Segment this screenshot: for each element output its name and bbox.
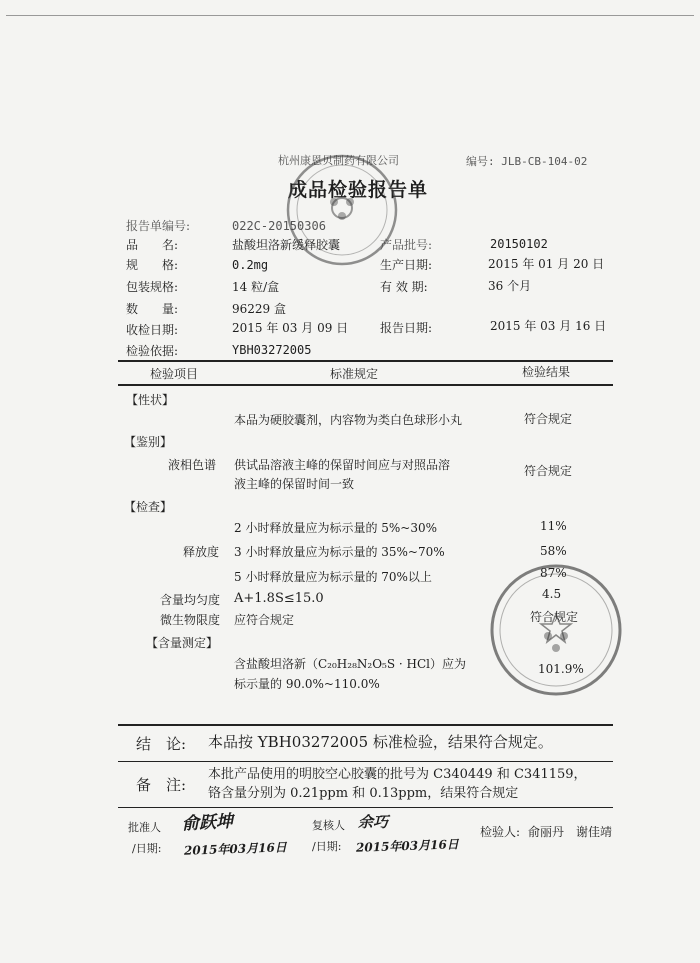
received-date-value: 2015 年 03 月 09 日 bbox=[232, 321, 349, 335]
inspector-names: 俞丽丹 谢佳靖 bbox=[528, 825, 613, 839]
uniformity-result: 4.5 bbox=[542, 587, 562, 601]
remark-bottom-rule bbox=[118, 807, 613, 808]
spec-label: 规 格: bbox=[126, 258, 179, 272]
reviewer-date: 2015年03月16日 bbox=[355, 837, 460, 855]
remark-label: 备 注: bbox=[136, 776, 187, 794]
assay-result: 101.9% bbox=[538, 662, 584, 676]
reviewer-signature: 余巧 bbox=[358, 813, 389, 831]
pack-value: 14 粒/盒 bbox=[232, 280, 280, 294]
name-label: 品 名: bbox=[126, 238, 179, 252]
expiry-value: 36 个月 bbox=[488, 279, 532, 293]
basis-label: 检验依据: bbox=[126, 344, 179, 358]
release-result-2: 58% bbox=[540, 544, 567, 558]
quantity-label: 数 量: bbox=[126, 302, 179, 316]
table-header-rule bbox=[118, 384, 613, 386]
received-date-label: 收检日期: bbox=[126, 323, 179, 337]
reviewer-date-label: /日期: bbox=[312, 840, 342, 853]
column-header-standard: 标准规定 bbox=[330, 367, 379, 381]
document-number: 编号: JLB-CB-104-02 bbox=[466, 155, 588, 168]
conclusion-text: 本品按 YBH03272005 标准检验，结果符合规定。 bbox=[208, 733, 553, 751]
table-top-rule bbox=[118, 360, 613, 362]
conclusion-label: 结 论: bbox=[136, 735, 187, 753]
approver-date: 2015年03月16日 bbox=[183, 840, 288, 858]
microbial-result: 符合规定 bbox=[530, 610, 579, 624]
remark-line-1: 本批产品使用的明胶空心胶囊的批号为 C340449 和 C341159， bbox=[208, 767, 587, 782]
microbial-item: 微生物限度 bbox=[160, 613, 221, 627]
batch-value: 20150102 bbox=[490, 237, 548, 251]
quantity-value: 96229 盒 bbox=[232, 302, 286, 316]
approver-date-label: /日期: bbox=[132, 842, 162, 855]
conclusion-bottom-rule bbox=[118, 761, 613, 762]
production-date-label: 生产日期: bbox=[380, 258, 433, 272]
approver-label: 批准人 bbox=[128, 821, 161, 834]
name-value: 盐酸坦洛新缓释胶囊 bbox=[232, 238, 341, 252]
release-item: 释放度 bbox=[183, 545, 220, 559]
column-header-item: 检验项目 bbox=[150, 367, 199, 381]
expiry-label: 有 效 期: bbox=[380, 280, 428, 294]
column-header-result: 检验结果 bbox=[522, 365, 571, 379]
hplc-item: 液相色谱 bbox=[168, 458, 217, 472]
inspection-seal-stamp bbox=[282, 150, 402, 270]
conclusion-top-rule bbox=[118, 724, 613, 726]
release-standard-2: 3 小时释放量应为标示量的 35%~70% bbox=[234, 545, 445, 559]
hplc-result: 符合规定 bbox=[524, 464, 573, 478]
release-standard-3: 5 小时释放量应为标示量的 70%以上 bbox=[234, 570, 432, 584]
report-date-label: 报告日期: bbox=[380, 321, 433, 335]
report-date-value: 2015 年 03 月 16 日 bbox=[490, 319, 607, 333]
basis-value: YBH03272005 bbox=[232, 343, 312, 357]
reviewer-label: 复核人 bbox=[312, 819, 345, 832]
release-standard-1: 2 小时释放量应为标示量的 5%~30% bbox=[234, 521, 438, 535]
inspector-label: 检验人: bbox=[480, 825, 521, 839]
microbial-standard: 应符合规定 bbox=[234, 613, 295, 627]
report-title: 成品检验报告单 bbox=[288, 179, 429, 201]
uniformity-item: 含量均匀度 bbox=[160, 593, 221, 607]
production-date-value: 2015 年 01 月 20 日 bbox=[488, 257, 605, 271]
company-name: 杭州康恩贝制药有限公司 bbox=[278, 154, 399, 167]
report-no-value: 022C-20150306 bbox=[232, 219, 326, 233]
uniformity-standard: A+1.8S≤15.0 bbox=[234, 591, 324, 606]
section-assay: 【含量测定】 bbox=[146, 636, 219, 650]
assay-standard-line-2: 标示量的 90.0%~110.0% bbox=[234, 677, 380, 691]
character-standard: 本品为硬胶囊剂，内容物为类白色球形小丸 bbox=[234, 413, 463, 427]
company-seal-stamp bbox=[486, 560, 626, 700]
character-result: 符合规定 bbox=[524, 412, 573, 426]
release-result-1: 11% bbox=[540, 519, 567, 533]
section-character: 【性状】 bbox=[126, 393, 175, 407]
assay-standard-line-1: 含盐酸坦洛新（C₂₀H₂₈N₂O₅S · HCl）应为 bbox=[234, 657, 466, 671]
section-identification: 【鉴别】 bbox=[124, 435, 173, 449]
spec-value: 0.2mg bbox=[232, 258, 269, 272]
hplc-standard-line-1: 供试品溶液主峰的保留时间应与对照品溶 bbox=[234, 458, 451, 472]
scan-edge bbox=[6, 15, 694, 16]
release-result-3: 87% bbox=[540, 566, 567, 580]
pack-label: 包装规格: bbox=[126, 280, 179, 294]
approver-signature: 俞跃坤 bbox=[181, 811, 234, 835]
remark-line-2: 铬含量分别为 0.21ppm 和 0.13ppm，结果符合规定 bbox=[208, 786, 519, 801]
batch-label: 产品批号: bbox=[380, 238, 433, 252]
hplc-standard-line-2: 液主峰的保留时间一致 bbox=[234, 477, 355, 491]
report-no-label: 报告单编号: bbox=[126, 219, 191, 233]
section-check: 【检查】 bbox=[124, 500, 173, 514]
